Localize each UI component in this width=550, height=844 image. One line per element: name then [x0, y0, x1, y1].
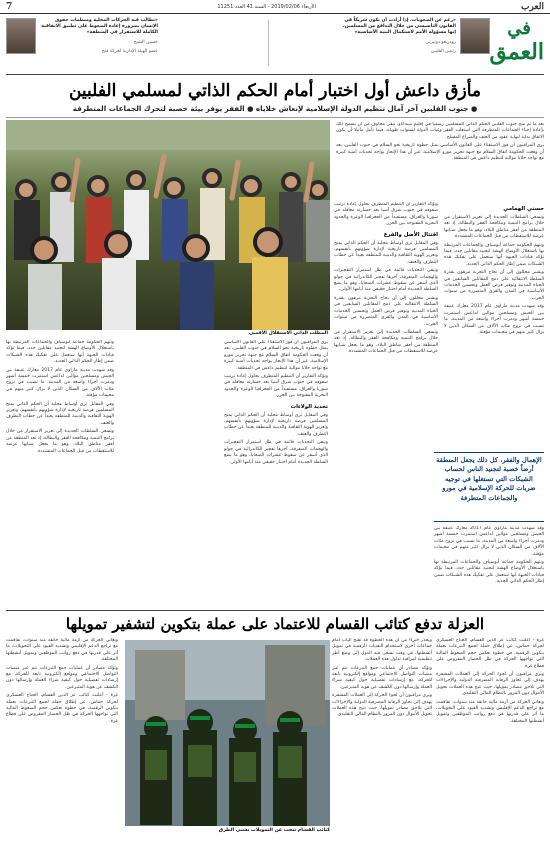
- body-paragraph: ويرى مراقبون أن لجوء الحركة إلى العملات المشفرة يهدف إلى تجاوز الرقابة المصرفية الدولية والإجراءات التي تلاحق مصادر تمويلها، حيث تتيح هذه العملات تحويل الأموال دون المرور بالنظام المالي التقليدي.: [332, 693, 432, 718]
- body-paragraph: وقد شهدت مدينة ماراوي عام 2017 معارك عنيفة بين الجيش ومسلحين موالين لداعش استمرت خمسة أشهر ودمرت أجزاء واسعة من المدينة، ما تسبب في نزوح مئات الآلاف من السكان الذين لا يزال كثير منهم في مخيمات مؤقتة.: [444, 304, 544, 335]
- body-paragraph: وتعاني الحركة من أزمة مالية خانقة منذ سنوات، تفاقمت مع تراجع الدعم الإقليمي وتشديد القيود على التحويلات، ما أثر على قدرتها في دفع رواتب الموظفين وتمويل أنشطتها المختلفة.: [6, 638, 118, 663]
- body-paragraph: وتؤكد مصادر أن عمليات جمع التبرعات تتم عبر منصات التواصل الاجتماعي ومواقع إلكترونية تابعة للحركة، مع إرشادات تفصيلية حول كيفية شراء العملة وإرسالها دون الكشف عن هوية المتبرعين.: [332, 665, 432, 690]
- photo-caption: كتائب القسام تبحث عن التمويلات بشتى الطرق: [218, 828, 330, 833]
- pull-quote: الإهمال والفقر، كل ذلك يجعل المنطقة أرضاً خصبة لتجنيد الناس لحساب الشبكات التي تستغلها في توجيه ضربات للحركة الإسلامية في مورو والجماعات المتطرفة: [434, 452, 544, 522]
- divider: [268, 20, 269, 66]
- body-paragraph: وتسعى السلطات الجديدة إلى تعزيز الاستقرار من خلال برامج التنمية ومكافحة الفقر والبطالة، إذ تعد المنطقة من أفقر مناطق البلاد، وهو ما يجعل شبابها عرضة للاستقطاب من قبل الجماعات المتشددة.: [334, 329, 438, 355]
- columnist-title: رئيس الفلبين: [431, 48, 456, 54]
- body-paragraph: وفي المقابل ترى أوساط محلية أن الحكم الذاتي يمنح المسلمين فرصة تاريخية لإدارة شؤونهم بأنفسهم، وتعزيز الهوية الثقافية والدينية للمنطقة بعيداً عن خطاب التطرف والعنف.: [334, 240, 438, 265]
- body-paragraph: ويشير محللون إلى أن نجاح التجربة مرهون بقدرة السلطة الانتقالية على دمج المقاتلين السابقين في الحياة المدنية وتوفير فرص العمل وتحسين الخدمات الأساسية في المدن والقرى المتضررة من سنوات الحرب.: [444, 270, 544, 301]
- body-paragraph: وتتهم الحكومة جماعة أبوسياف والجماعات المرتبطة بها باستغلال الأوضاع الهشة لتجنيد مقاتلين جدد، فيما تؤكد قيادات الجبهة أنها ستعمل على تفكيك هذه الشبكات ضمن إطار الحكم الذاتي الجديد.: [444, 242, 544, 267]
- text-column: [334, 202, 438, 606]
- columnist-box-1: [338, 18, 490, 70]
- body-paragraph: وفي المقابل ترى أوساط محلية أن الحكم الذاتي يمنح المسلمين فرصة تاريخية لإدارة شؤونهم بأنفسهم، وتعزيز الهوية الثقافية والدينية للمنطقة بعيداً عن خطاب التطرف والعنف.: [224, 412, 328, 437]
- columnist-photo: [460, 18, 490, 54]
- text-column: [444, 202, 544, 450]
- intro-paragraph: بعد ما تم منح جنوب الفلبين الحكم الذاتي للمسلمين رسمياً في إقليم مينداناو، تبقى مخاوف من أن يسمح ذلك بإعادة إحياء الجماعات المتطرفة التي استغلت الفقر وغياب الدولة لسنوات طويلة، فيما تأمل مانيلا أن يكون الاتفاق بداية لنهاية عقود من العنف والصراع المسلح.: [336, 122, 544, 140]
- article-photo: [6, 120, 330, 330]
- columnist-photo: [6, 18, 36, 54]
- body-paragraph: ويرى مراقبون أن لجوء الحركة إلى العملات المشفرة يهدف إلى تجاوز الرقابة المصرفية الدولية والإجراءات التي تلاحق مصادر تمويلها، حيث تتيح هذه العملات تحويل الأموال دون المرور بالنظام المالي التقليدي.: [436, 672, 544, 697]
- columnist-name: رودريغو دوتيرتي: [425, 39, 456, 45]
- columnist-quote: «تطالب فيه الحركات المحلية ومنظمات حقوق الإنسان بضرورة إعادة الضغوط على تطبيق الاتفاقية الكاملة للاستقرار في المنطقة»: [41, 18, 158, 36]
- body-paragraph: وتعاني الحركة من أزمة مالية خانقة منذ سنوات، تفاقمت مع تراجع الدعم الإقليمي وتشديد القيود على التحويلات، ما أثر على قدرتها في دفع رواتب الموظفين وتمويل أنشطتها المختلفة.: [436, 699, 544, 724]
- body-paragraph: وتؤكد التقارير أن التنظيم المتطرف يحاول إعادة ترتيب صفوفه في جنوب شرق آسيا بعد خسارته معاقله في سوريا والعراق، مستفيداً من الجغرافيا الوعرة والحدود البحرية المفتوحة بين الجزر.: [334, 202, 438, 227]
- body-paragraph: غزة - أعلنت كتائب عز الدين القسام، الجناح العسكري لحركة حماس، عن إطلاق حملة لجمع التبرعات بعملة بتكوين الرقمية، في خطوة تعكس حجم الضغوط المالية التي تواجهها الحركة في ظل الحصار المفروض على قطاع غزة.: [6, 693, 118, 724]
- columnist-quote: «رغم عن الصعوبات، إذا أرادت أن تكون شريكاً في القانون التأسيسي من خلال التدافع من المسلمين، إنها مسؤولة الأمم لاستكمال البنية الأساسية»: [342, 18, 456, 36]
- text-column: [332, 638, 432, 838]
- photo-caption: المطلب الذاتي الاستقلال الأقصى: [249, 331, 328, 336]
- body-paragraph: وتتهم الحكومة جماعة أبوسياف والجماعات المرتبطة بها باستغلال الأوضاع الهشة لتجنيد مقاتلين جدد، فيما تؤكد قيادات الجبهة أنها ستعمل على تفكيك هذه الشبكات ضمن إطار الحكم الذاتي الجديد.: [6, 340, 114, 365]
- divider: [6, 74, 544, 75]
- text-column: [436, 638, 544, 838]
- newspaper-logo: العرب: [520, 1, 544, 12]
- cross-head: تحديد الولاءات: [290, 403, 328, 410]
- columnist-box-2: [6, 18, 158, 70]
- byline: حسني الهمامي: [503, 206, 544, 212]
- issue-line: الأربعاء 2019/02/06 - السنة 41 العدد 11251: [217, 3, 316, 10]
- body-paragraph: وقد شهدت مدينة ماراوي عام 2017 معارك عنيفة بين الجيش ومسلحين موالين لداعش استمرت خمسة أشهر ودمرت أجزاء واسعة من المدينة، ما تسبب في نزوح مئات الآلاف من السكان الذين لا يزال كثير منهم في مخيمات مؤقتة.: [434, 526, 544, 557]
- body-paragraph: وتسعى السلطات الجديدة إلى تعزيز الاستقرار من خلال برامج التنمية ومكافحة الفقر والبطالة، إذ تعد المنطقة من أفقر مناطق البلاد، وهو ما يجعل شبابها عرضة للاستقطاب من قبل الجماعات المتشددة.: [444, 215, 544, 240]
- text-column: [6, 340, 114, 606]
- article-headline: مأزق داعش أول اختبار أمام الحكم الذاتي لمسلمي الفلبين: [68, 81, 481, 101]
- body-paragraph: وتتهم الحكومة جماعة أبوسياف والجماعات المرتبطة بها باستغلال الأوضاع الهشة لتجنيد مقاتلين جدد، فيما تؤكد قيادات الجبهة أنها ستعمل على تفكيك هذه الشبكات ضمن إطار الحكم الذاتي الجديد.: [434, 560, 544, 585]
- body-paragraph: ويشير محللون إلى أن نجاح التجربة مرهون بقدرة السلطة الانتقالية على دمج المقاتلين السابقين في الحياة المدنية وتوفير فرص العمل وتحسين الخدمات الأساسية في المدن والقرى المتضررة من سنوات الحرب.: [334, 295, 438, 327]
- article-intro: [336, 122, 544, 200]
- body-paragraph: يرى المراقبون أن فوز الاستفتاء على القانون الأساسي يمثل خطوة تاريخية نحو السلام في جنوب الفلبين، بعد أن وقعت الحكومة اتفاق السلام مع جبهة تحرير مورو الإسلامية، غير أن هذا الإنجاز يواجه تحديات أمنية كبيرة مع تواجد خلايا موالية لتنظيم داعش في المنطقة.: [224, 340, 328, 371]
- body-paragraph: وفي المقابل ترى أوساط محلية أن الحكم الذاتي يمنح المسلمين فرصة تاريخية لإدارة شؤونهم بأنفسهم، وتعزيز الهوية الثقافية والدينية للمنطقة بعيداً عن خطاب التطرف والعنف.: [6, 401, 114, 426]
- article2-photo: [125, 640, 330, 826]
- article-subhead: ● جنوب الفلبين آخر آمال تنظيم الدولة الإسلامية لإنعاش خلاياه ● الفقر يوفر بيئة خصبة لتحرك الجماعات المتطرفة: [72, 104, 478, 113]
- section-tag-line2: العمق: [489, 39, 544, 65]
- body-paragraph: وتبقى التحديات قائمة في ظل استمرار التفجيرات والهجمات المتفرقة، آخرها تفجير الكاتدرائية في جولو الذي أسفر عن سقوط عشرات الضحايا، وهو ما يضع السلطة الجديدة أمام اختبار حقيقي منذ أيامها الأولى.: [334, 268, 438, 293]
- body-paragraph: وتبقى التحديات قائمة في ظل استمرار التفجيرات والهجمات المتفرقة، آخرها تفجير الكاتدرائية في جولو الذي أسفر عن سقوط عشرات الضحايا، وهو ما يضع السلطة الجديدة أمام اختبار حقيقي منذ أيامها الأولى.: [224, 440, 328, 465]
- body-paragraph: وتؤكد التقارير أن التنظيم المتطرف يحاول إعادة ترتيب صفوفه في جنوب شرق آسيا بعد خسارته معاقله في سوريا والعراق، مستفيداً من الجغرافيا الوعرة والحدود البحرية المفتوحة بين الجزر.: [224, 374, 328, 399]
- section-tag-line1: في: [507, 18, 531, 39]
- columnist-title: عضو الهيئة الإدارية لحركة فتح: [101, 48, 158, 54]
- body-paragraph: غزة - أعلنت كتائب عز الدين القسام، الجناح العسكري لحركة حماس، عن إطلاق حملة لجمع التبرعات بعملة بتكوين الرقمية، في خطوة تعكس حجم الضغوط المالية التي تواجهها الحركة في ظل الحصار المفروض على قطاع غزة.: [436, 638, 544, 669]
- text-column: [6, 638, 118, 838]
- cross-head: اقتتال الأصل والفرع: [383, 231, 438, 238]
- text-column: [434, 526, 544, 606]
- text-column: [224, 340, 328, 606]
- columnist-name: حسين الشيخ: [133, 39, 158, 45]
- masthead-bar: [0, 0, 550, 14]
- article2-headline: العزلة تدفع كتائب القسام للاعتماد على عملة بتكوين لتشفير تمويلها: [65, 615, 485, 633]
- divider: [6, 117, 544, 118]
- body-paragraph: وتؤكد مصادر أن عمليات جمع التبرعات تتم عبر منصات التواصل الاجتماعي ومواقع إلكترونية تابعة للحركة، مع إرشادات تفصيلية حول كيفية شراء العملة وإرسالها دون الكشف عن هوية المتبرعين.: [6, 665, 118, 690]
- body-paragraph: ويحذر خبراء من أن هذه الخطوة قد تفتح الباب أمام جماعات أخرى لاستخدام التقنيات الرقمية في تمويل أنشطتها، في وقت تسعى فيه الدول إلى وضع أطر تنظيمية لمراقبة تداول هذه العملات.: [332, 638, 432, 663]
- body-paragraph: وقد شهدت مدينة ماراوي عام 2017 معارك عنيفة بين الجيش ومسلحين موالين لداعش استمرت خمسة أشهر ودمرت أجزاء واسعة من المدينة، ما تسبب في نزوح مئات الآلاف من السكان الذين لا يزال كثير منهم في مخيمات مؤقتة.: [6, 367, 114, 399]
- page-number: 7: [6, 1, 13, 12]
- divider: [6, 610, 544, 611]
- section-tag: [489, 18, 544, 86]
- body-paragraph: يرى المراقبون أن فوز الاستفتاء على القانون الأساسي يمثل خطوة تاريخية نحو السلام في جنوب الفلبين، بعد أن وقعت الحكومة اتفاق السلام مع جبهة تحرير مورو الإسلامية، غير أن هذا الإنجاز يواجه تحديات أمنية كبيرة مع تواجد خلايا موالية لتنظيم داعش في المنطقة.: [336, 143, 544, 162]
- body-paragraph: وتسعى السلطات الجديدة إلى تعزيز الاستقرار من خلال برامج التنمية ومكافحة الفقر والبطالة، إذ تعد المنطقة من أفقر مناطق البلاد، وهو ما يجعل شبابها عرضة للاستقطاب من قبل الجماعات المتشددة.: [6, 429, 114, 454]
